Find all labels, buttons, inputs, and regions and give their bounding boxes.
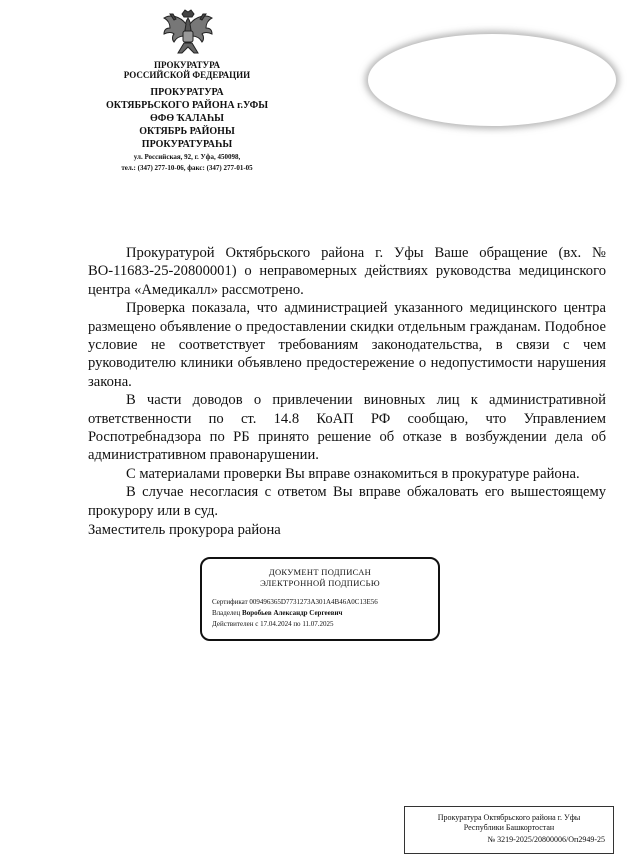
registration-box: [404, 806, 614, 854]
office-line: ОКТЯБРЬСКОГО РАЙОНА г.УФЫ: [105, 100, 269, 111]
coat-of-arms-icon: [162, 6, 214, 62]
office-line: ПРОКУРАТУРАҺЫ: [141, 139, 233, 150]
ministry-line-2: РОССИЙСКОЙ ФЕДЕРАЦИИ: [123, 70, 251, 80]
body-paragraph: С материалами проверки Вы вправе ознакомиться в прокуратуре района.: [126, 465, 580, 482]
validity-row: [212, 619, 438, 630]
letterhead: [62, 60, 312, 173]
certificate-value: 009496365D7731273A301A4B46A0C13E56: [249, 598, 378, 606]
body-paragraph: Прокуратурой Октябрьского района г. Уфы Ваше обращение (вх. № ВО-11683-25-20800001) о неправомерных действиях руководства медицинского центра «Амедикалл» рассмотрено.: [88, 245, 606, 298]
valid-from-prefix: с: [255, 620, 259, 628]
stamp-title-line-2: ЭЛЕКТРОННОЙ ПОДПИСЬЮ: [260, 578, 380, 588]
valid-from: 17.04.2024: [260, 620, 292, 628]
valid-label: Действителен: [212, 620, 254, 628]
owner-row: [212, 608, 438, 619]
registration-number: № 3219-2025/20800006/Оп2949-25: [487, 835, 605, 844]
office-address: ул. Российская, 92, г. Уфа, 450098,: [133, 153, 241, 161]
valid-to-prefix: по: [293, 620, 301, 628]
certificate-label: Сертификат: [212, 598, 248, 606]
body-paragraph: Проверка показала, что администрацией указанного медицинского центра размещено объявление о предоставлении скидки отдельным гражданам. Подобное условие не соответствует требованиям законодательства, в связи с чем руководителю клиники объявлено предостережение о недопустимости нарушения закона.: [88, 300, 606, 390]
owner-label: Владелец: [212, 609, 241, 617]
body-paragraph: В случае несогласия с ответом Вы вправе обжаловать его вышестоящему прокурору или в суд.: [88, 484, 606, 519]
valid-to: 11.07.2025: [302, 620, 334, 628]
office-line: ӨФӨ ҠАЛАҺЫ: [150, 113, 224, 124]
ministry-line-1: ПРОКУРАТУРА: [154, 60, 220, 70]
body-paragraph: В части доводов о привлечении виновных лиц к административной ответственности по ст. 14.8 КоАП РФ сообщаю, что Управлением Роспотребнадзора по РБ принято решение об отказе в возбуждении дела об административном правонарушении.: [88, 392, 606, 464]
letter-body: [88, 244, 606, 520]
owner-value: Воробьев Александр Сергеевич: [242, 609, 343, 617]
stamp-title-line-1: ДОКУМЕНТ ПОДПИСАН: [268, 567, 372, 577]
registration-line-2: Республики Башкортостан: [463, 822, 555, 832]
electronic-signature-stamp: [200, 557, 440, 641]
redacted-recipient: [368, 34, 616, 126]
registration-line-1: Прокуратура Октябрьского района г. Уфы: [437, 813, 581, 822]
office-line: ПРОКУРАТУРА: [150, 87, 224, 98]
certificate-row: [212, 597, 438, 608]
office-line: ОКТЯБРЬ РАЙОНЫ: [139, 126, 235, 137]
office-phones: тел.: (347) 277-10-06, факс: (347) 277-01-05: [121, 164, 253, 172]
signer-title: Заместитель прокурора района: [88, 522, 281, 538]
